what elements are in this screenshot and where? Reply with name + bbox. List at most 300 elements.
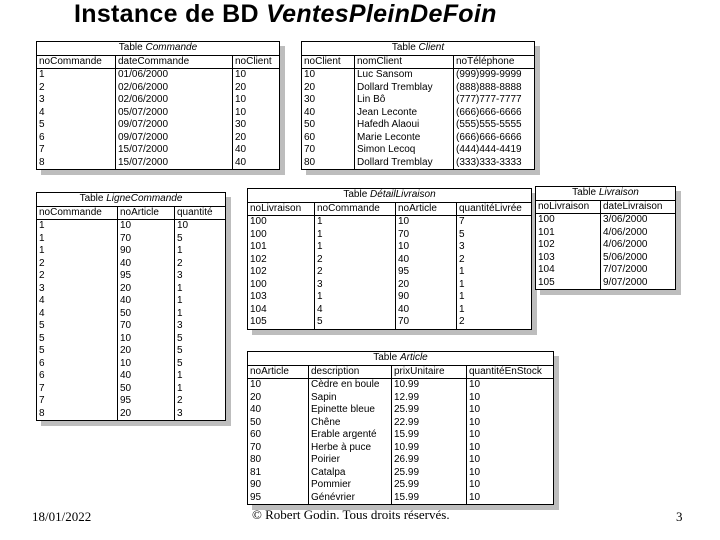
table-cell: 70 — [118, 233, 175, 246]
table-cell: Epinette bleue — [309, 404, 392, 417]
table-caption — [302, 42, 535, 56]
table-cell: 50 — [248, 417, 309, 430]
table-cell: 5 — [175, 345, 226, 358]
table-cell: 81 — [248, 467, 309, 480]
table-cell: 5 — [37, 333, 118, 346]
column-header: noArticle — [396, 202, 457, 216]
table-row — [37, 395, 226, 408]
table-cell: 5 — [37, 320, 118, 333]
table-cell: (999)999-9999 — [454, 69, 535, 82]
table-cell: 7/07/2000 — [601, 264, 676, 277]
table-cell: 40 — [233, 157, 280, 170]
table-cell: 6 — [37, 370, 118, 383]
table-cell: 7 — [37, 383, 118, 396]
table-cell: 5 — [37, 119, 116, 132]
table-caption-label: Table — [391, 42, 419, 53]
table-cell: 20 — [302, 82, 355, 95]
page-number: 3 — [676, 509, 683, 524]
table-cell: 1 — [37, 220, 118, 233]
table-cell: 70 — [396, 316, 457, 329]
table-cell: 10 — [467, 379, 554, 392]
table-row — [248, 266, 532, 279]
table-row — [37, 157, 280, 170]
data-table — [36, 192, 226, 421]
column-header: noArticle — [118, 206, 175, 220]
table-cell: 2 — [457, 316, 532, 329]
table-cell: 01/06/2000 — [116, 69, 233, 82]
table-caption — [248, 189, 532, 203]
table-row — [37, 358, 226, 371]
table-row — [248, 492, 554, 505]
table-cell: 1 — [37, 245, 118, 258]
table-cell: 40 — [248, 404, 309, 417]
table-row — [248, 404, 554, 417]
table-cell: Catalpa — [309, 467, 392, 480]
table-row — [37, 345, 226, 358]
table-cell: 40 — [302, 107, 355, 120]
column-header: prixUnitaire — [392, 365, 467, 379]
table-row — [248, 392, 554, 405]
table-cell: 10 — [467, 492, 554, 505]
table-cell: 5 — [175, 333, 226, 346]
table-cell: 10 — [118, 358, 175, 371]
table-cell: 10 — [396, 241, 457, 254]
table-caption-label: Table — [373, 352, 400, 363]
table-row — [37, 144, 280, 157]
header-row — [37, 206, 226, 220]
table-cell: 80 — [248, 454, 309, 467]
table-cell: 9/07/2000 — [601, 277, 676, 290]
table-cell: 70 — [118, 320, 175, 333]
table-caption-label: Table — [79, 193, 107, 204]
table-cell: 30 — [233, 119, 280, 132]
table-cell: Dollard Tremblay — [355, 82, 454, 95]
table-cell: 02/06/2000 — [116, 94, 233, 107]
table-cell: 4 — [37, 107, 116, 120]
table-cell: 10 — [248, 379, 309, 392]
table-cell: 20 — [118, 283, 175, 296]
table-cell: 102 — [536, 239, 601, 252]
table-row — [248, 454, 554, 467]
header-row — [248, 365, 554, 379]
table-cell: 09/07/2000 — [116, 119, 233, 132]
table-row — [302, 144, 535, 157]
column-header: noArticle — [248, 365, 309, 379]
table-row — [302, 119, 535, 132]
table-cell: Marie Leconte — [355, 132, 454, 145]
column-header: nomClient — [355, 55, 454, 69]
table-cell: 10 — [396, 216, 457, 229]
table-cell: Lin Bô — [355, 94, 454, 107]
table-row — [37, 132, 280, 145]
table-cell: 10 — [467, 392, 554, 405]
table-caption-name: DétailLivraison — [370, 189, 436, 200]
table-cell: 80 — [302, 157, 355, 170]
table-cell: 15/07/2000 — [116, 157, 233, 170]
table-cell: 22.99 — [392, 417, 467, 430]
column-header: noLivraison — [248, 202, 315, 216]
table-cell: 5 — [175, 358, 226, 371]
table-cell: 20 — [396, 279, 457, 292]
table-cell: 70 — [302, 144, 355, 157]
table-cell: 101 — [248, 241, 315, 254]
table-caption-name: Commande — [145, 42, 198, 53]
table-cell: 104 — [248, 304, 315, 317]
table-cell: 40 — [233, 144, 280, 157]
table-row — [37, 233, 226, 246]
column-header: quantité — [175, 206, 226, 220]
footer-date: 18/01/2022 — [32, 509, 92, 524]
table-cell: 103 — [536, 252, 601, 265]
table-cell: 1 — [175, 383, 226, 396]
table-cell: 05/07/2000 — [116, 107, 233, 120]
header-row — [536, 200, 676, 214]
table-cell: 50 — [118, 383, 175, 396]
table-client — [301, 41, 535, 170]
table-cell: 3 — [37, 94, 116, 107]
table-cell: 3 — [175, 270, 226, 283]
column-header: noLivraison — [536, 200, 601, 214]
table-cell: 4 — [37, 308, 118, 321]
table-row — [37, 119, 280, 132]
table-cell: 1 — [457, 279, 532, 292]
table-caption-name: Livraison — [598, 187, 639, 198]
table-cell: 20 — [248, 392, 309, 405]
column-header: noCommande — [37, 206, 118, 220]
table-cell: 1 — [315, 229, 396, 242]
table-cell: 102 — [248, 266, 315, 279]
table-cell: 5 — [37, 345, 118, 358]
table-cell: 1 — [175, 283, 226, 296]
table-cell: 60 — [302, 132, 355, 145]
table-row — [302, 157, 535, 170]
column-header: noClient — [302, 55, 355, 69]
table-cell: 7 — [37, 144, 116, 157]
table-cell: 100 — [248, 229, 315, 242]
table-cell: 7 — [37, 395, 118, 408]
table-row — [302, 107, 535, 120]
table-row — [302, 69, 535, 82]
table-cell: 3 — [315, 279, 396, 292]
table-cell: 2 — [175, 258, 226, 271]
table-cell: 70 — [396, 229, 457, 242]
table-caption-label: Table — [572, 187, 599, 198]
table-row — [248, 429, 554, 442]
table-cell: 20 — [233, 82, 280, 95]
table-caption-label: Table — [118, 42, 146, 53]
table-cell: 6 — [37, 132, 116, 145]
data-table — [247, 351, 554, 505]
table-cell: Dollard Tremblay — [355, 157, 454, 170]
header-row — [248, 202, 532, 216]
table-row — [302, 94, 535, 107]
table-row — [302, 132, 535, 145]
column-header: noTéléphone — [454, 55, 535, 69]
table-row — [248, 291, 532, 304]
table-cell: (666)666-6666 — [454, 132, 535, 145]
table-cell: Génévrier — [309, 492, 392, 505]
table-row — [37, 370, 226, 383]
header-row — [302, 55, 535, 69]
table-caption — [37, 193, 226, 207]
table-cell: 10 — [467, 404, 554, 417]
table-row — [248, 254, 532, 267]
table-caption-name: LigneCommande — [106, 193, 183, 204]
table-cell: 15.99 — [392, 429, 467, 442]
table-cell: 20 — [118, 408, 175, 421]
table-cell: 2 — [457, 254, 532, 267]
table-cell: 1 — [457, 291, 532, 304]
table-cell: 7 — [457, 216, 532, 229]
table-cell: 10 — [467, 479, 554, 492]
table-livraison — [535, 186, 676, 290]
table-row — [302, 82, 535, 95]
table-cell: 10 — [467, 454, 554, 467]
table-cell: (888)888-8888 — [454, 82, 535, 95]
table-row — [37, 69, 280, 82]
table-cell: (333)333-3333 — [454, 157, 535, 170]
table-cell: 1 — [457, 266, 532, 279]
table-cell: 4/06/2000 — [601, 239, 676, 252]
table-cell: 60 — [248, 429, 309, 442]
table-row — [248, 216, 532, 229]
table-cell: 40 — [396, 254, 457, 267]
table-row — [248, 417, 554, 430]
table-cell: (444)444-4419 — [454, 144, 535, 157]
column-header: noCommande — [315, 202, 396, 216]
table-cell: 09/07/2000 — [116, 132, 233, 145]
table-cell: 1 — [175, 308, 226, 321]
table-cell: 95 — [118, 395, 175, 408]
table-cell: 105 — [248, 316, 315, 329]
table-cell: 2 — [175, 395, 226, 408]
table-cell: 1 — [175, 370, 226, 383]
table-cell: 90 — [248, 479, 309, 492]
table-cell: 102 — [248, 254, 315, 267]
table-cell: 103 — [248, 291, 315, 304]
table-cell: 105 — [536, 277, 601, 290]
column-header: dateCommande — [116, 55, 233, 69]
table-cell: 100 — [248, 216, 315, 229]
table-cell: 40 — [118, 295, 175, 308]
table-cell: Cèdre en boule — [309, 379, 392, 392]
table-caption-label: Table — [343, 189, 371, 200]
table-commande — [36, 41, 280, 170]
table-cell: 10 — [467, 442, 554, 455]
table-cell: 70 — [248, 442, 309, 455]
table-row — [37, 408, 226, 421]
table-cell: 95 — [248, 492, 309, 505]
data-table — [36, 41, 280, 170]
table-caption — [37, 42, 280, 56]
table-article — [247, 351, 554, 505]
table-cell: 25.99 — [392, 404, 467, 417]
table-cell: 4/06/2000 — [601, 227, 676, 240]
table-row — [37, 258, 226, 271]
data-table — [301, 41, 535, 170]
table-row — [37, 82, 280, 95]
table-cell: 40 — [396, 304, 457, 317]
table-row — [248, 467, 554, 480]
table-cell: 1 — [175, 295, 226, 308]
table-row — [37, 220, 226, 233]
table-cell: 50 — [302, 119, 355, 132]
table-cell: 5 — [457, 229, 532, 242]
table-caption — [536, 187, 676, 201]
table-row — [37, 308, 226, 321]
table-cell: 50 — [118, 308, 175, 321]
table-row — [248, 241, 532, 254]
table-row — [37, 320, 226, 333]
table-cell: Sapin — [309, 392, 392, 405]
table-cell: 101 — [536, 227, 601, 240]
table-cell: Herbe à puce — [309, 442, 392, 455]
table-cell: 4 — [37, 295, 118, 308]
table-cell: 1 — [315, 291, 396, 304]
table-row — [37, 245, 226, 258]
column-header: description — [309, 365, 392, 379]
table-row — [536, 214, 676, 227]
table-cell: 20 — [118, 345, 175, 358]
table-cell: 3 — [37, 283, 118, 296]
data-table — [535, 186, 676, 290]
table-cell: 3/06/2000 — [601, 214, 676, 227]
table-row — [536, 252, 676, 265]
table-cell: Pommier — [309, 479, 392, 492]
table-row — [248, 442, 554, 455]
table-cell: 8 — [37, 408, 118, 421]
table-cell: 100 — [248, 279, 315, 292]
table-ligne-commande — [36, 192, 226, 421]
table-cell: 10 — [467, 429, 554, 442]
table-row — [248, 279, 532, 292]
table-row — [248, 316, 532, 329]
table-cell: 25.99 — [392, 467, 467, 480]
table-cell: 40 — [118, 258, 175, 271]
table-row — [536, 239, 676, 252]
table-row — [536, 227, 676, 240]
table-row — [248, 304, 532, 317]
table-cell: Jean Leconte — [355, 107, 454, 120]
table-cell: Hafedh Alaoui — [355, 119, 454, 132]
table-cell: 4 — [315, 304, 396, 317]
column-header: quantitéLivrée — [457, 202, 532, 216]
column-header: noClient — [233, 55, 280, 69]
footer-copyright: © Robert Godin. Tous droits réservés. — [252, 507, 450, 522]
table-caption-name: Client — [418, 42, 445, 53]
table-cell: 5 — [175, 233, 226, 246]
table-cell: Luc Sansom — [355, 69, 454, 82]
table-cell: 5 — [315, 316, 396, 329]
table-cell: Chêne — [309, 417, 392, 430]
table-row — [37, 383, 226, 396]
table-cell: 02/06/2000 — [116, 82, 233, 95]
table-cell: 26.99 — [392, 454, 467, 467]
table-cell: 10.99 — [392, 379, 467, 392]
table-cell: 95 — [396, 266, 457, 279]
table-cell: 10 — [302, 69, 355, 82]
table-row — [37, 333, 226, 346]
table-cell: 3 — [457, 241, 532, 254]
table-cell: 2 — [315, 254, 396, 267]
table-cell: 104 — [536, 264, 601, 277]
table-cell: 10 — [233, 107, 280, 120]
table-cell: 1 — [315, 241, 396, 254]
table-cell: 1 — [315, 216, 396, 229]
table-cell: 1 — [457, 304, 532, 317]
column-header: noCommande — [37, 55, 116, 69]
table-cell: 2 — [37, 82, 116, 95]
table-cell: 6 — [37, 358, 118, 371]
table-detail-livraison — [247, 188, 532, 330]
table-cell: (666)666-6666 — [454, 107, 535, 120]
table-cell: 15/07/2000 — [116, 144, 233, 157]
table-caption — [248, 352, 554, 366]
table-cell: 25.99 — [392, 479, 467, 492]
title-database-name: VentesPleinDeFoin — [266, 0, 497, 28]
table-row — [37, 295, 226, 308]
table-cell: 40 — [118, 370, 175, 383]
table-row — [248, 379, 554, 392]
table-cell: 2 — [37, 270, 118, 283]
table-cell: 12.99 — [392, 392, 467, 405]
table-cell: 1 — [37, 69, 116, 82]
table-cell: 5/06/2000 — [601, 252, 676, 265]
table-row — [536, 264, 676, 277]
table-cell: 10.99 — [392, 442, 467, 455]
table-cell: 1 — [175, 245, 226, 258]
data-table — [247, 188, 532, 330]
title-plain: Instance de BD — [74, 0, 267, 28]
table-cell: 8 — [37, 157, 116, 170]
table-cell: 100 — [536, 214, 601, 227]
table-caption-name: Article — [399, 352, 428, 363]
table-row — [37, 94, 280, 107]
table-cell: 90 — [396, 291, 457, 304]
header-row — [37, 55, 280, 69]
table-cell: 95 — [118, 270, 175, 283]
table-cell: 10 — [175, 220, 226, 233]
table-row — [37, 270, 226, 283]
table-row — [37, 283, 226, 296]
table-cell: Poirier — [309, 454, 392, 467]
table-row — [248, 229, 532, 242]
table-cell: 3 — [175, 408, 226, 421]
table-cell: Erable argenté — [309, 429, 392, 442]
column-header: quantitéEnStock — [467, 365, 554, 379]
table-cell: 15.99 — [392, 492, 467, 505]
table-cell: 10 — [118, 220, 175, 233]
table-cell: 1 — [37, 233, 118, 246]
table-cell: 20 — [233, 132, 280, 145]
table-cell: 10 — [118, 333, 175, 346]
table-cell: 2 — [37, 258, 118, 271]
table-cell: 90 — [118, 245, 175, 258]
table-cell: 3 — [175, 320, 226, 333]
column-header: dateLivraison — [601, 200, 676, 214]
table-cell: 2 — [315, 266, 396, 279]
table-cell: 10 — [233, 94, 280, 107]
slide-title — [74, 0, 497, 29]
table-cell: (555)555-5555 — [454, 119, 535, 132]
table-row — [536, 277, 676, 290]
table-cell: Simon Lecoq — [355, 144, 454, 157]
table-cell: 10 — [467, 467, 554, 480]
table-cell: 10 — [467, 417, 554, 430]
table-row — [37, 107, 280, 120]
table-cell: (777)777-7777 — [454, 94, 535, 107]
table-row — [248, 479, 554, 492]
